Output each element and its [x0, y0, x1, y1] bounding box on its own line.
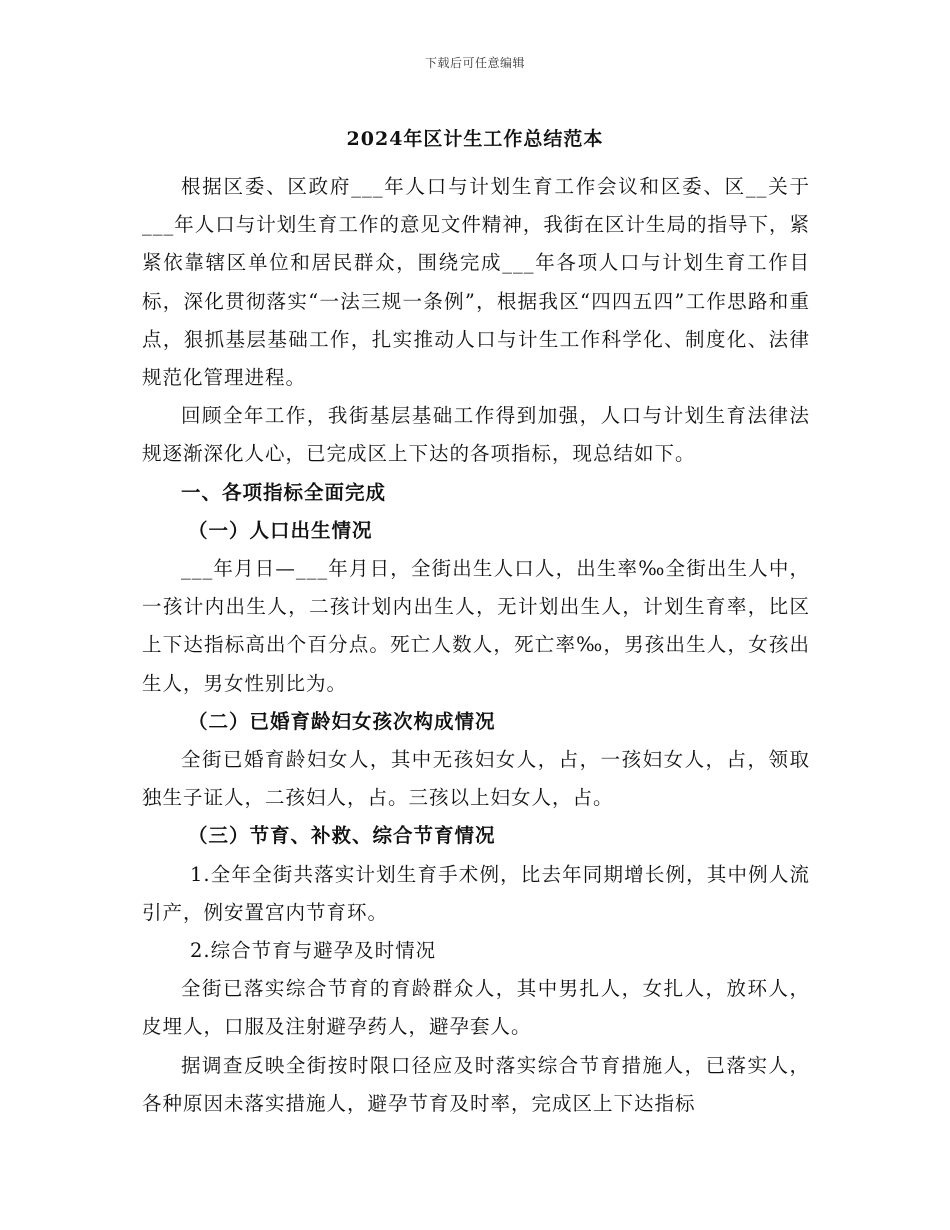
page-header: 下载后可任意编辑: [424, 56, 525, 70]
subsection-heading-birth: （一）人口出生情况: [188, 518, 373, 542]
paragraph-women-stats: 全街已婚育龄妇女人，其中无孩妇女人，占，一孩妇女人，占，领取独生子证人，二孩妇人，占。三孩以上妇女人，占。: [142, 748, 810, 810]
subsection-heading-women: （二）已婚育龄妇女孩次构成情况: [188, 709, 496, 733]
document-body: [142, 168, 810, 1123]
numbered-item-1: 1.全年全街共落实计划生育手术例，比去年同期增长例，其中例人流引产，例安置宫内节育环。: [142, 862, 810, 924]
paragraph-intro: 根据区委、区政府___年人口与计划生育工作会议和区委、区__关于___年人口与计划生育工作的意见文件精神，我街在区计生局的指导下，紧紧依靠辖区单位和居民群众，围绕完成___年各项人口与计划生育工作目标，深化贯彻落实“一法三规一条例”，根据我区“四四五四”工作思路和重点，狠抓基层基础工作，扎实推动人口与计生工作科学化、制度化、法律规范化管理进程。: [142, 175, 810, 390]
paragraph-survey: 据调查反映全街按时限口径应及时落实综合节育措施人，已落实人，各种原因未落实措施人，避孕节育及时率，完成区上下达指标: [142, 1053, 810, 1115]
numbered-item-2: 2.综合节育与避孕及时情况: [190, 939, 437, 963]
document-title: 2024年区计生工作总结范本: [346, 128, 604, 150]
subsection-heading-contraception: （三）节育、补救、综合节育情况: [188, 824, 496, 848]
paragraph-review: 回顾全年工作，我街基层基础工作得到加强，人口与计划生育法律法规逐渐深化人心，已完成区上下达的各项指标，现总结如下。: [142, 404, 810, 466]
paragraph-contraception-stats: 全街已落实综合节育的育龄群众人，其中男扎人，女扎人，放环人，皮埋人，口服及注射避孕药人，避孕套人。: [142, 977, 810, 1039]
paragraph-birth-stats: ___年月日—___年月日，全街出生人口人，出生率‰全街出生人中，一孩计内出生人，二孩计划内出生人，无计划出生人，计划生育率，比区上下达指标高出个百分点。死亡人数人，死亡率‰，男孩出生人，女孩出生人，男女性别比为。: [142, 557, 810, 695]
section-heading-1: 一、各项指标全面完成: [181, 480, 387, 504]
